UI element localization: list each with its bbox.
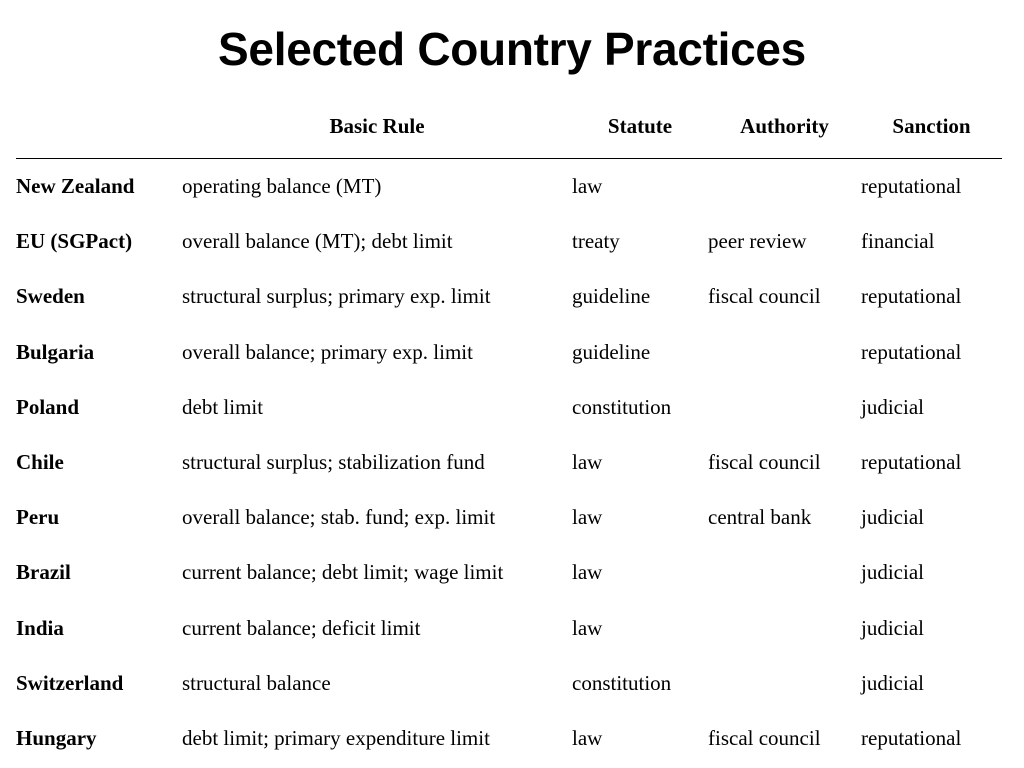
table-row bbox=[16, 159, 1002, 215]
header-basic-rule: Basic Rule bbox=[182, 94, 572, 159]
country-cell: Brazil bbox=[16, 560, 71, 585]
basic-rule-cell: structural surplus; primary exp. limit bbox=[182, 284, 491, 309]
table-header bbox=[16, 94, 1002, 159]
sanction-cell: judicial bbox=[861, 615, 924, 640]
basic-rule-cell: current balance; debt limit; wage limit bbox=[182, 560, 504, 585]
header-sanction: Sanction bbox=[861, 94, 1002, 159]
statute-cell: guideline bbox=[572, 284, 651, 309]
basic-rule-cell: debt limit; primary expenditure limit bbox=[182, 725, 490, 750]
table-row bbox=[16, 490, 1002, 545]
sanction-cell: judicial bbox=[861, 505, 924, 530]
table-row bbox=[16, 545, 1002, 600]
basic-rule-cell: structural balance bbox=[182, 670, 331, 695]
country-cell: Sweden bbox=[16, 284, 85, 309]
statute-cell: law bbox=[572, 505, 603, 530]
table-row bbox=[16, 711, 1002, 766]
statute-cell: law bbox=[572, 560, 603, 585]
header-statute: Statute bbox=[572, 94, 708, 159]
header-country bbox=[16, 94, 182, 159]
table-row bbox=[16, 380, 1002, 435]
statute-cell: treaty bbox=[572, 229, 620, 254]
table-row bbox=[16, 214, 1002, 269]
header-row bbox=[16, 94, 1002, 159]
country-cell: EU (SGPact) bbox=[16, 229, 133, 254]
table-row bbox=[16, 269, 1002, 324]
country-cell: India bbox=[16, 615, 64, 640]
country-cell: Chile bbox=[16, 450, 64, 475]
table-row bbox=[16, 325, 1002, 380]
statute-cell: law bbox=[572, 725, 603, 750]
sanction-cell: reputational bbox=[861, 174, 962, 199]
authority-cell bbox=[708, 656, 861, 711]
authority-cell: peer review bbox=[708, 229, 807, 254]
sanction-cell: judicial bbox=[861, 670, 924, 695]
header-authority: Authority bbox=[708, 94, 861, 159]
authority-cell bbox=[708, 325, 861, 380]
table-row bbox=[16, 656, 1002, 711]
authority-cell: fiscal council bbox=[708, 284, 821, 309]
sanction-cell: reputational bbox=[861, 284, 962, 309]
sanction-cell: financial bbox=[861, 229, 935, 254]
sanction-cell: reputational bbox=[861, 339, 962, 364]
statute-cell: law bbox=[572, 174, 603, 199]
sanction-cell: reputational bbox=[861, 450, 962, 475]
country-cell: Poland bbox=[16, 394, 80, 419]
basic-rule-cell: overall balance (MT); debt limit bbox=[182, 229, 453, 254]
basic-rule-cell: current balance; deficit limit bbox=[182, 615, 421, 640]
sanction-cell: judicial bbox=[861, 394, 924, 419]
authority-cell: fiscal council bbox=[708, 725, 821, 750]
basic-rule-cell: overall balance; primary exp. limit bbox=[182, 339, 473, 364]
authority-cell: fiscal council bbox=[708, 450, 821, 475]
country-cell: New Zealand bbox=[16, 174, 135, 199]
basic-rule-cell: debt limit bbox=[182, 394, 264, 419]
country-cell: Switzerland bbox=[16, 670, 124, 695]
basic-rule-cell: structural surplus; stabilization fund bbox=[182, 450, 485, 475]
table-row bbox=[16, 601, 1002, 656]
basic-rule-cell: operating balance (MT) bbox=[182, 174, 382, 199]
authority-cell bbox=[708, 601, 861, 656]
authority-cell bbox=[708, 380, 861, 435]
country-cell: Hungary bbox=[16, 725, 97, 750]
statute-cell: law bbox=[572, 450, 603, 475]
sanction-cell: reputational bbox=[861, 725, 962, 750]
country-practices-table bbox=[16, 94, 1002, 766]
statute-cell: constitution bbox=[572, 670, 672, 695]
country-cell: Peru bbox=[16, 505, 60, 530]
authority-cell bbox=[708, 159, 861, 215]
sanction-cell: judicial bbox=[861, 560, 924, 585]
authority-cell: central bank bbox=[708, 505, 812, 530]
authority-cell bbox=[708, 545, 861, 600]
statute-cell: law bbox=[572, 615, 603, 640]
page-title: Selected Country Practices bbox=[218, 23, 806, 75]
country-cell: Bulgaria bbox=[16, 339, 95, 364]
statute-cell: guideline bbox=[572, 339, 651, 364]
statute-cell: constitution bbox=[572, 394, 672, 419]
basic-rule-cell: overall balance; stab. fund; exp. limit bbox=[182, 505, 496, 530]
table-body bbox=[16, 159, 1002, 767]
table-row bbox=[16, 435, 1002, 490]
